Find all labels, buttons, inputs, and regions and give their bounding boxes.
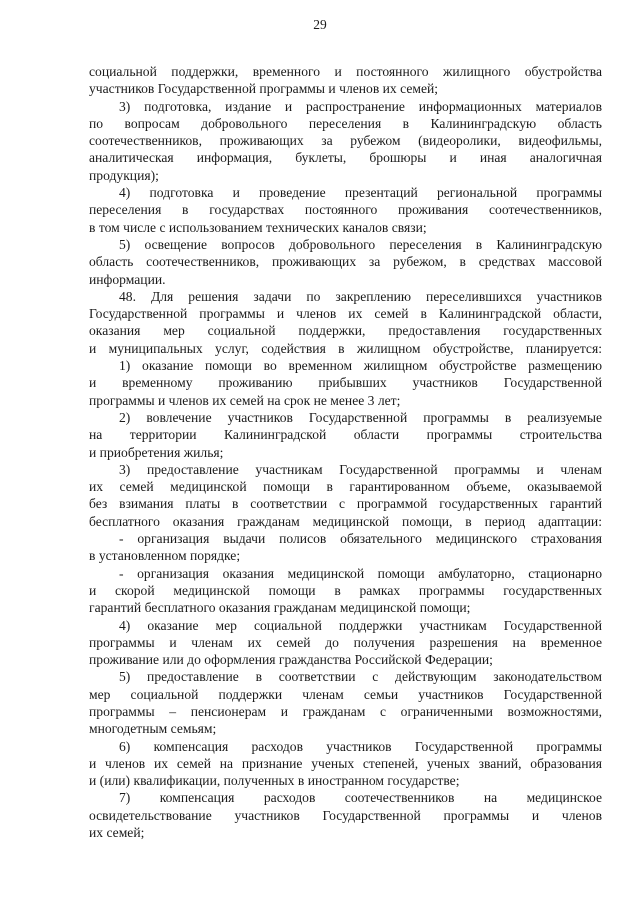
text-line: 7) компенсация расходов соотечественников на медицинское bbox=[119, 790, 602, 806]
text-line: 5) предоставление в соответствии с действующим законодательством bbox=[119, 669, 602, 685]
text-line: их семей; bbox=[89, 825, 145, 841]
document-body bbox=[89, 63, 602, 841]
text-line: без взимания платы в соответствии с программой государственных гарантий bbox=[89, 496, 602, 512]
text-line: 48. Для решения задачи по закреплению переселившихся участников bbox=[119, 288, 602, 304]
text-line: мер социальной поддержки членам семьи участников Государственной bbox=[89, 686, 602, 702]
text-line: и скорой медицинской помощи в рамках программы государственных bbox=[89, 582, 602, 598]
text-line: и членов их семей на признание ученых степеней, ученых званий, образования bbox=[89, 755, 602, 771]
text-line: программы – пенсионерам и гражданам с ограниченными возможностями, bbox=[89, 703, 602, 719]
text-line: информации. bbox=[89, 271, 166, 287]
text-line: участников Государственной программы и членов их семей; bbox=[89, 81, 439, 97]
text-line: продукция); bbox=[89, 167, 159, 183]
text-line: 1) оказание помощи во временном жилищном обустройстве размещению bbox=[119, 358, 602, 374]
text-line: 3) подготовка, издание и распространение информационных материалов bbox=[119, 98, 602, 114]
text-line: их семей медицинской помощи в гарантированном объеме, оказываемой bbox=[89, 479, 602, 495]
text-line: 3) предоставление участникам Государственной программы и членам bbox=[119, 461, 602, 477]
text-line: переселения в государствах постоянного проживания соотечественников, bbox=[89, 202, 602, 218]
text-line: и муниципальных услуг, содействия в жилищном обустройстве, планируется: bbox=[89, 340, 602, 356]
text-line: оказания мер социальной поддержки, предоставления государственных bbox=[89, 323, 602, 339]
text-line: - организация оказания медицинской помощи амбулаторно, стационарно bbox=[119, 565, 602, 581]
text-line: - организация выдачи полисов обязательного медицинского страхования bbox=[119, 531, 602, 547]
text-line: многодетным семьям; bbox=[89, 721, 217, 737]
text-line: область соотечественников, проживающих за рубежом, в средствах массовой bbox=[89, 254, 602, 270]
text-line: аналитическая информация, буклеты, брошюры и иная аналогичная bbox=[89, 150, 602, 166]
text-line: социальной поддержки, временного и постоянного жилищного обустройства bbox=[89, 64, 602, 79]
text-line: Государственной программы и членов их семей в Калининградской области, bbox=[89, 306, 602, 322]
text-line: 5) освещение вопросов добровольного переселения в Калининградскую bbox=[119, 236, 602, 252]
text-line: в том числе с использованием технических каналов связи; bbox=[89, 219, 427, 235]
text-line: по вопросам добровольного переселения в Калининградскую область bbox=[89, 115, 602, 131]
text-line: 6) компенсация расходов участников Государственной программы bbox=[119, 738, 602, 754]
text-line: программы и членов их семей на срок не менее 3 лет; bbox=[89, 392, 401, 408]
text-line: и приобретения жилья; bbox=[89, 444, 224, 460]
text-line: бесплатного оказания гражданам медицинской помощи, в период адаптации: bbox=[89, 513, 602, 529]
text-line: 2) вовлечение участников Государственной программы в реализуемые bbox=[119, 409, 602, 425]
text-line: и временному проживанию прибывших участников Государственной bbox=[89, 375, 602, 391]
text-line: гарантий бесплатного оказания гражданам медицинской помощи; bbox=[89, 600, 471, 616]
text-line: 4) оказание мер социальной поддержки участникам Государственной bbox=[119, 617, 602, 633]
text-line: на территории Калининградской области программы строительства bbox=[89, 427, 602, 443]
page-number: 29 bbox=[313, 17, 327, 32]
text-line: программы и членам их семей до получения разрешения на временное bbox=[89, 634, 602, 650]
text-line: и (или) квалификации, полученных в иностранном государстве; bbox=[89, 773, 460, 789]
text-line: соотечественников, проживающих за рубежом (видеоролики, видеофильмы, bbox=[89, 133, 602, 149]
text-line: в установленном порядке; bbox=[89, 548, 241, 564]
text-line: проживание или до оформления гражданства Российской Федерации; bbox=[89, 652, 493, 668]
text-line: освидетельствование участников Государственной программы и членов bbox=[89, 807, 602, 823]
text-line: 4) подготовка и проведение презентаций региональной программы bbox=[119, 185, 602, 201]
